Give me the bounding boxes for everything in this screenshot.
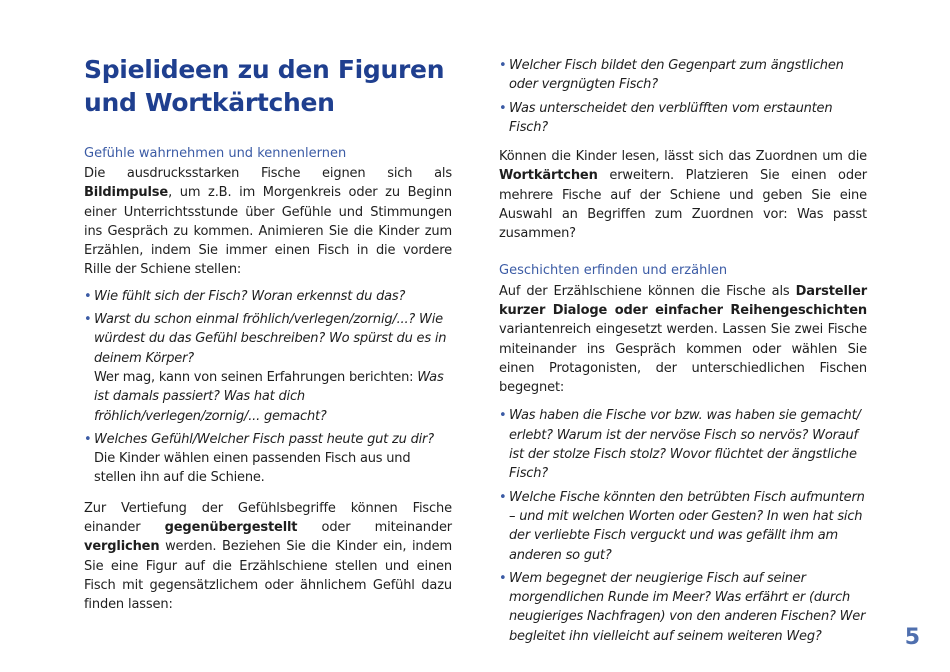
- list-item: • Welche Fische könnten den betrübten Fisch aufmuntern – und mit welchen Worten oder Gesten? In wen hat sich der verliebte Fisch verguckt und was gefällt ihm am anderen so gut?: [499, 489, 865, 563]
- page-title: [84, 53, 444, 119]
- list-item: • Was haben die Fische vor bzw. was haben sie gemacht/ erlebt? Warum ist der nervöse Fisch so nervös? Worauf ist der stolze Fisch stolz? Wovor flüchtet der ängstliche Fisch?: [499, 408, 861, 482]
- section-heading-stories: Geschichten erfinden und erzählen: [499, 262, 728, 278]
- list-item: • Wem begegnet der neugierige Fisch auf seiner morgendlichen Runde im Meer? Was erfährt er (durch neugieriges Nachfragen) von den anderen Fischen? Wer begleitet ihn vielleicht auf seinem weiteren Weg?: [499, 570, 866, 644]
- paragraph-comparison: Zur Vertiefung der Gefühlsbegriffe können Fische einander gegenübergestellt oder miteinander verglichen werden. Beziehen Sie die Kinder ein, indem Sie eine Figur auf die Erzählschiene stellen und einen Fisch mit gegensätzlichem oder ähnlichem Gefühl dazu finden lassen:: [84, 500, 452, 613]
- bullet-marker: •: [499, 58, 507, 73]
- bullet-marker: •: [499, 100, 507, 116]
- section-feelings: [84, 144, 452, 615]
- list-item: • Warst du schon einmal fröhlich/verlegen/zornig/...? Wie würdest du das Gefühl beschreiben? Wo spürst du es in deinem Körper? Wer mag, kann von seinen Erfahrungen berichten: Was ist damals passiert? Was hat dich fröhlich/verlegen/zornig/... gemacht?: [84, 312, 447, 424]
- question-list-stories: [499, 406, 867, 646]
- bullet-marker: •: [84, 431, 92, 447]
- question-list-comparison: [499, 56, 867, 137]
- list-item: • Was unterscheidet den verblüfften vom erstaunten Fisch?: [499, 100, 833, 135]
- list-item: • Wie fühlt sich der Fisch? Woran erkennst du das?: [84, 287, 452, 306]
- section-stories: [499, 261, 867, 646]
- list-item: • Welcher Fisch bildet den Gegenpart zum ängstlichen oder vergnügten Fisch?: [499, 58, 844, 93]
- question-list-feelings: [84, 287, 452, 488]
- section-heading-feelings: Gefühle wahrnehmen und kennenlernen: [84, 146, 347, 161]
- bullet-marker: •: [84, 312, 92, 328]
- paragraph-word-cards: Können die Kinder lesen, lässt sich das Zuordnen um die Wortkärtchen erweitern. Platzieren Sie einen oder mehrere Fische auf der Schiene und geben Sie eine Auswahl an Begriffen zum Zuordnen vor: Was passt zusammen?: [499, 149, 867, 242]
- bullet-marker: •: [84, 288, 92, 304]
- page-number: 5: [904, 625, 920, 650]
- paragraph-stories-intro: Auf der Erzählschiene können die Fische als Darsteller kurzer Dialoge oder einfacher Reihengeschichten variantenreich eingesetzt werden. Lassen Sie zwei Fische miteinander ins Gespräch kommen oder wählen Sie einen Protagonisten, der unterschiedlichen Fischen begegnet:: [499, 283, 867, 396]
- bullet-marker: •: [499, 570, 507, 586]
- bullet-marker: •: [499, 489, 507, 505]
- page-title-line-1: Spielideen zu den Figuren: [84, 55, 445, 84]
- paragraph-intro: Die ausdrucksstarken Fische eignen sich als Bildimpulse, um z.B. im Morgenkreis oder zu Beginn einer Unterrichtsstunde über Gefühle und Stimmungen ins Gespräch zu kommen. Animieren Sie die Kinder zum Erzählen, indem Sie immer einen Fisch in die vordere Rille der Schiene stellen:: [84, 166, 452, 278]
- page-title-line-2: und Wortkärtchen: [84, 88, 335, 117]
- list-item: • Welches Gefühl/Welcher Fisch passt heute gut zu dir? Die Kinder wählen einen passenden Fisch aus und stellen ihn auf die Schiene.: [84, 431, 434, 486]
- bullet-marker: •: [499, 408, 507, 424]
